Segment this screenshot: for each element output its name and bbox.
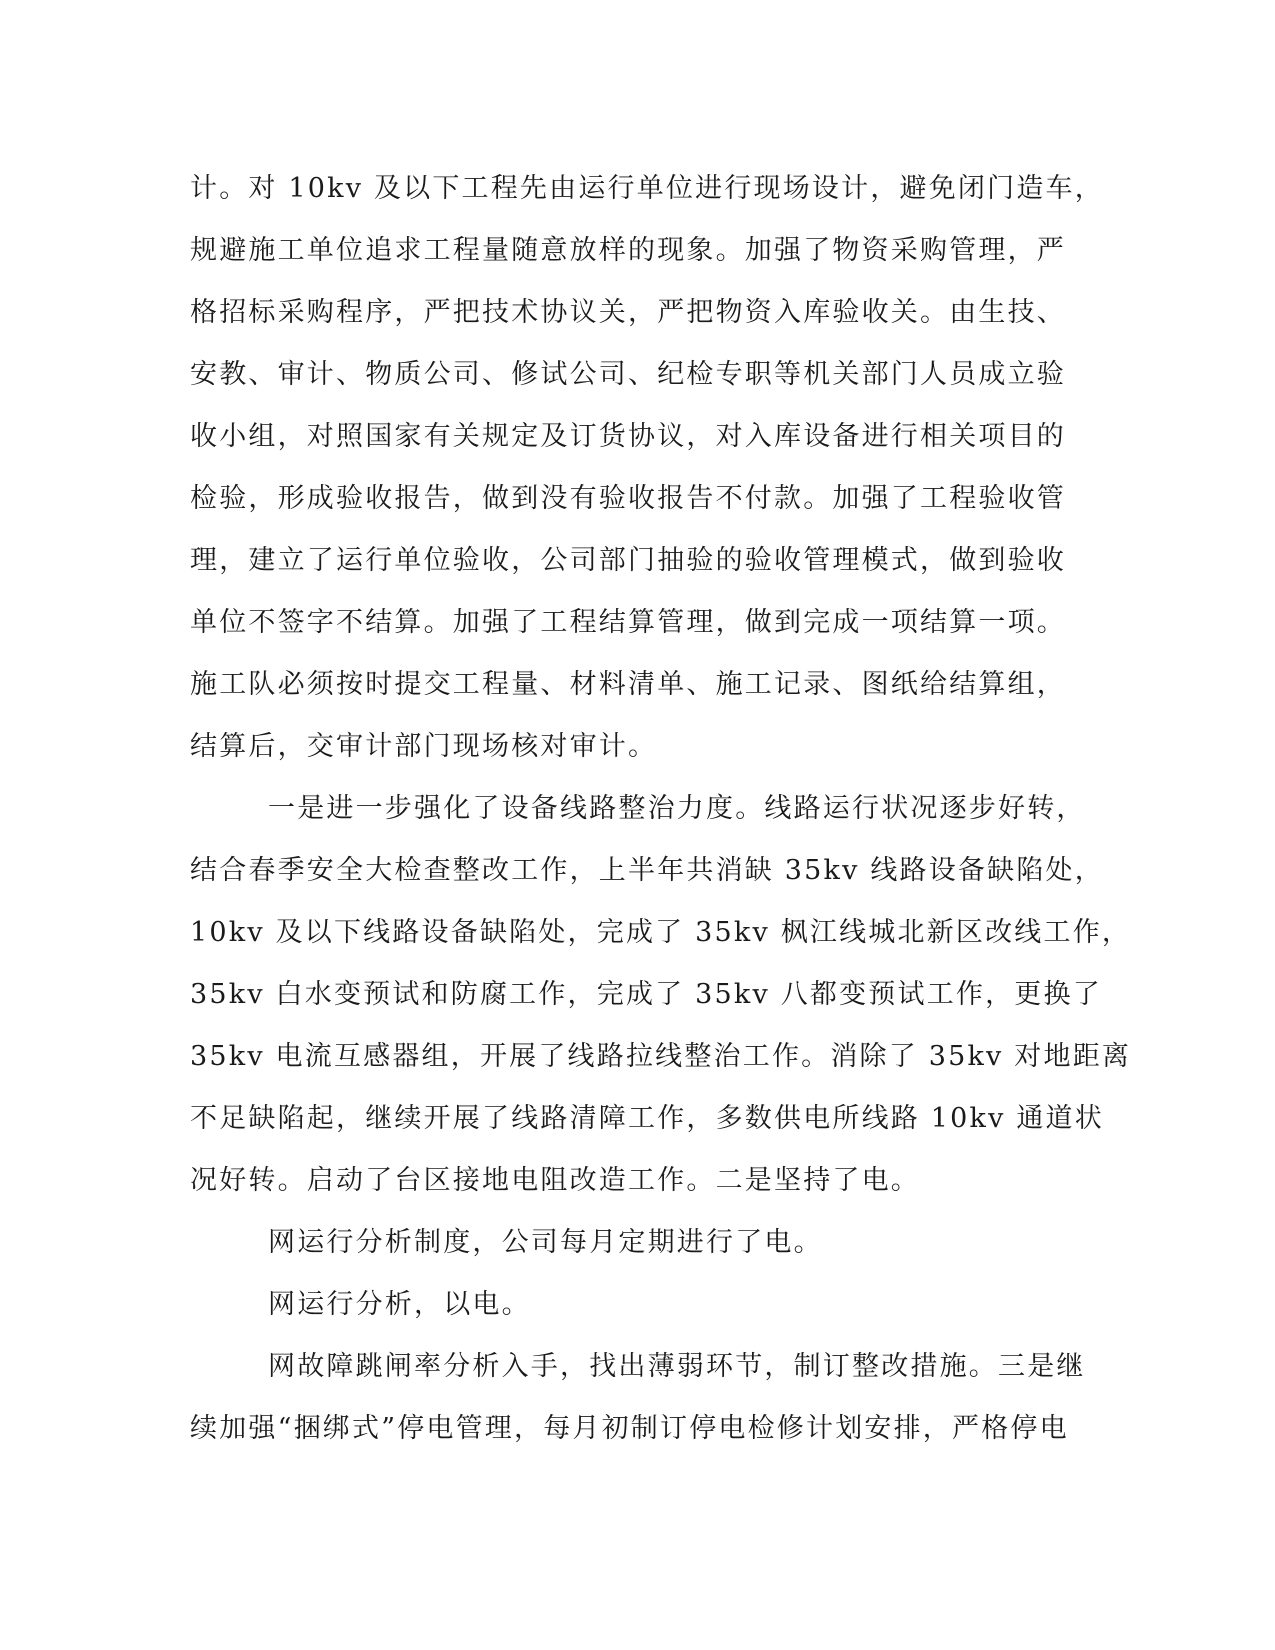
text-line: 单位不签字不结算。加强了工程结算管理，做到完成一项结算一项。	[190, 607, 1066, 638]
text-line: 安教、审计、物质公司、修试公司、纪检专职等机关部门人员成立验	[190, 359, 1066, 390]
text-line: 况好转。启动了台区接地电阻改造工作。二是坚持了电。	[190, 1165, 920, 1196]
text-line: 理，建立了运行单位验收，公司部门抽验的验收管理模式，做到验收	[190, 545, 1066, 576]
text-line: 35kv 白水变预试和防腐工作，完成了 35kv 八都变预试工作，更换了	[190, 979, 1102, 1010]
paragraph-first-line: 网运行分析制度，公司每月定期进行了电。	[268, 1227, 823, 1258]
text-line: 收小组，对照国家有关规定及订货协议，对入库设备进行相关项目的	[190, 421, 1066, 452]
text-line: 计。对 10kv 及以下工程先由运行单位进行现场设计，避免闭门造车，	[190, 173, 1104, 204]
text-line: 不足缺陷起，继续开展了线路清障工作，多数供电所线路 10kv 通道状	[190, 1103, 1104, 1134]
text-line: 结算后，交审计部门现场核对审计。	[190, 731, 658, 762]
text-line: 检验，形成验收报告，做到没有验收报告不付款。加强了工程验收管	[190, 483, 1066, 514]
text-line: 续加强“捆绑式”停电管理，每月初制订停电检修计划安排，严格停电	[190, 1413, 1069, 1444]
paragraph-first-line: 网故障跳闸率分析入手，找出薄弱环节，制订整改措施。三是继	[268, 1351, 1086, 1382]
text-line: 格招标采购程序，严把技术协议关，严把物资入库验收关。由生技、	[190, 297, 1066, 328]
document-body	[190, 158, 1132, 1460]
text-line: 施工队必须按时提交工程量、材料清单、施工记录、图纸给结算组，	[190, 669, 1066, 700]
text-line: 规避施工单位追求工程量随意放样的现象。加强了物资采购管理，严	[190, 235, 1066, 266]
text-line: 10kv 及以下线路设备缺陷处，完成了 35kv 枫江线城北新区改线工作，	[190, 917, 1132, 948]
paragraph-first-line: 网运行分析，以电。	[268, 1289, 531, 1320]
text-line: 35kv 电流互感器组，开展了线路拉线整治工作。消除了 35kv 对地距离	[190, 1041, 1132, 1072]
paragraph-first-line: 一是进一步强化了设备线路整治力度。线路运行状况逐步好转，	[268, 793, 1086, 824]
text-line: 结合春季安全大检查整改工作，上半年共消缺 35kv 线路设备缺陷处，	[190, 855, 1104, 886]
